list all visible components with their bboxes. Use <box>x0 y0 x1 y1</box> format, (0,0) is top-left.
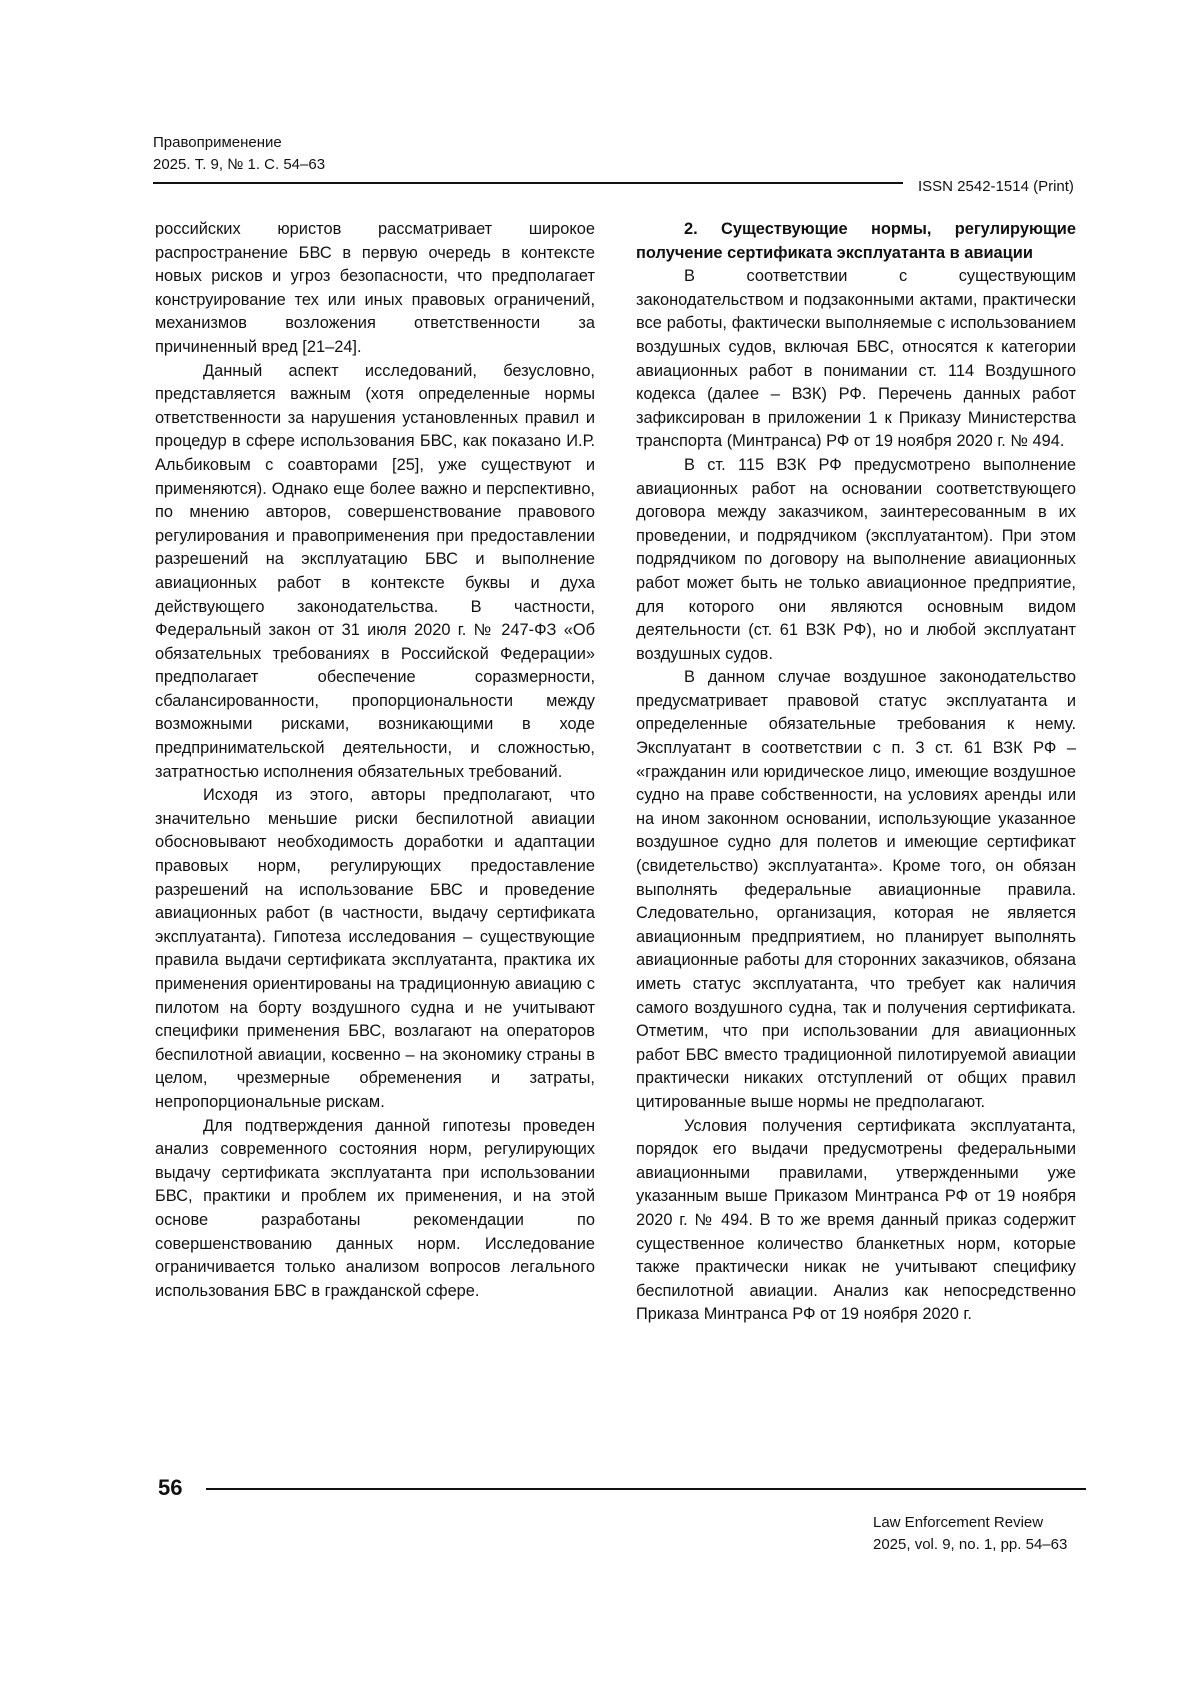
paragraph: Данный аспект исследований, безусловно, представляется важным (хотя определенные нормы ответственности за нарушения установленных правил и процедур в сфере использования БВС, как показано И.Р. Альбиковым с соавторами [25], уже существуют и применяются). Однако еще более важно и перспективно, по мнению авторов, совершенствование правового регулирования и правоприменения при предоставлении разрешений на эксплуатацию БВС и выполнение авиационных работ в контексте буквы и духа действующего законодательства. В частности, Федеральный закон от 31 июля 2020 г. № 247-ФЗ «Об обязательных требованиях в Российской Федерации» предполагает обеспечение соразмерности, сбалансированности, пропорциональности между возможными рисками, возникающими в ходе предпринимательской деятельности, и сложностью, затратностью исполнения обязательных требований. <box>155 361 595 781</box>
journal-citation-en: 2025, vol. 9, no. 1, pp. 54–63 <box>873 1536 1068 1553</box>
right-column <box>636 218 1076 1327</box>
running-footer <box>873 1512 1067 1556</box>
paragraph: В соответствии с существующим законодательством и подзаконными актами, практически все работы, фактически выполняемые с использованием воздушных судов, включая БВС, относятся к категории авиационных работ в понимании ст. 114 Воздушного кодекса (далее – ВЗК) РФ. Перечень данных работ зафиксирован в приложении 1 к Приказу Министерства транспорта (Минтранса) РФ от 19 ноября 2020 г. № 494. <box>636 267 1076 451</box>
paragraph: российских юристов рассматривает широкое распространение БВС в первую очередь в контексте новых рисков и угроз безопасности, что предполагает конструирование тех или иных правовых ограничений, механизмов возложения ответственности за причиненный вред [21–24]. <box>155 220 595 356</box>
journal-citation: 2025. Т. 9, № 1. С. 54–63 <box>153 156 326 173</box>
page-number: 56 <box>158 1475 183 1500</box>
paragraph: Для подтверждения данной гипотезы проведен анализ современного состояния норм, регулирующих выдачу сертификата эксплуатанта при использовании БВС, практики и проблем их применения, и на этой основе разработаны рекомендации по совершенствованию данных норм. Исследование ограничивается только анализом вопросов легального использования БВС в гражданской сфере. <box>155 1116 595 1300</box>
journal-title: Правоприменение <box>153 134 282 151</box>
footer-rule <box>206 1488 1086 1490</box>
section-heading: 2. Существующие нормы, регулирующие получение сертификата эксплуатанта в авиации <box>636 220 1076 262</box>
issn: ISSN 2542-1514 (Print) <box>918 178 1074 195</box>
paragraph: В ст. 115 ВЗК РФ предусмотрено выполнение авиационных работ на основании соответствующего договора между заказчиком, заинтересованным в их проведении, и подрядчиком (эксплуатантом). При этом подрядчиком по договору на выполнение авиационных работ может быть не только авиационное предприятие, для которого они являются основным видом деятельности (ст. 61 ВЗК РФ), но и любой эксплуатант воздушных судов. <box>636 455 1076 663</box>
paragraph: Исходя из этого, авторы предполагают, что значительно меньшие риски беспилотной авиации обосновывают необходимость доработки и адаптации правовых норм, регулирующих предоставление разрешений на использование БВС и проведение авиационных работ (в частности, выдачу сертификата эксплуатанта). Гипотеза исследования – существующие правила выдачи сертификата эксплуатанта, практика их применения ориентированы на традиционную авиацию с пилотом на борту воздушного судна и не учитывают специфики применения БВС, возлагают на операторов беспилотной авиации, косвенно – на экономику страны в целом, чрезмерные обременения и затраты, непропорциональные рискам. <box>155 786 595 1111</box>
header-rule <box>153 182 903 184</box>
running-header <box>153 132 325 176</box>
left-column <box>155 218 595 1303</box>
paragraph: Условия получения сертификата эксплуатанта, порядок его выдачи предусмотрены федеральными авиационными правилами, утвержденными уже указанным выше Приказом Минтранса РФ от 19 ноября 2020 г. № 494. В то же время данный приказ содержит существенное количество бланкетных норм, которые также практически никак не учитывают специфику беспилотной авиации. Анализ как непосредственно Приказа Минтранса РФ от 19 ноября 2020 г. <box>636 1116 1076 1324</box>
journal-title-en: Law Enforcement Review <box>873 1514 1044 1531</box>
paragraph: В данном случае воздушное законодательство предусматривает правовой статус эксплуатанта и определенные обязательные требования к нему. Эксплуатант в соответствии с п. 3 ст. 61 ВЗК РФ – «гражданин или юридическое лицо, имеющие воздушное судно на праве собственности, на условиях аренды или на ином законном основании, использующие указанное воздушное судно для полетов и имеющие сертификат (свидетельство) эксплуатанта». Кроме того, он обязан выполнять федеральные авиационные правила. Следовательно, организация, которая не является авиационным предприятием, но планирует выполнять авиационные работы для сторонних заказчиков, обязана иметь статус эксплуатанта, что требует как наличия самого воздушного судна, так и получения сертификата. Отметим, что при использовании для авиационных работ БВС вместо традиционной пилотируемой авиации практически никаких отступлений от общих правил цитированные выше нормы не предполагают. <box>636 668 1076 1111</box>
